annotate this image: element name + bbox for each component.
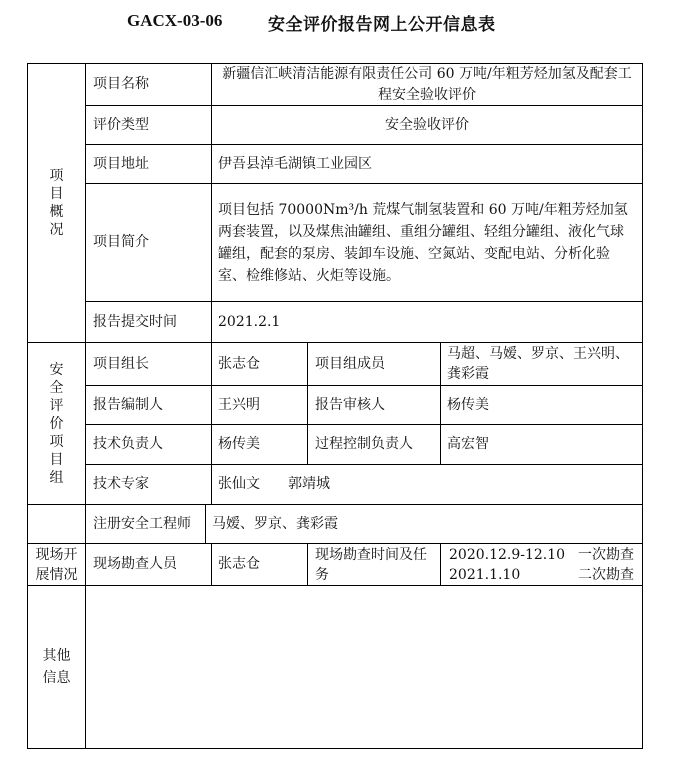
section-overview-label: 项目概况 — [27, 63, 86, 343]
author-value: 王兴明 — [211, 385, 308, 425]
submit-time-value: 2021.2.1 — [211, 301, 643, 343]
survey2-date: 2021.1.10 — [449, 567, 521, 583]
survey1-task: 一次勘查 — [578, 547, 634, 563]
engineer-row-blank — [27, 504, 86, 544]
intro-value: 项目包括 70000Nm³/h 荒煤气制氢装置和 60 万吨/年粗芳烃加氢两套装置，以及煤焦油罐组、重组分罐组、轻组分罐组、液化气球罐组，配套的泵房、装卸车设施、空氮站、变配电站、分析化验室、检维修站、火炬等设施。 — [211, 183, 643, 302]
address-label: 项目地址 — [85, 144, 212, 184]
document-title: 安全评价报告网上公开信息表 — [268, 15, 496, 35]
address-value: 伊吾县淖毛湖镇工业园区 — [211, 144, 643, 184]
members-value: 马超、马嫒、罗京、王兴明、龚彩霞 — [440, 342, 643, 386]
process-lead-label: 过程控制负责人 — [307, 424, 441, 465]
surveyor-value: 张志仓 — [211, 543, 308, 586]
expert-label: 技术专家 — [85, 464, 212, 505]
eval-type-label: 评价类型 — [85, 105, 212, 145]
section-other-label: 其他信息 — [27, 585, 86, 749]
engineer-label: 注册安全工程师 — [85, 504, 206, 544]
eval-type-value: 安全验收评价 — [211, 105, 643, 145]
survey-entry — [449, 545, 634, 565]
leader-value: 张志仓 — [211, 342, 308, 386]
intro-label: 项目简介 — [85, 183, 212, 302]
survey-time-label: 现场勘查时间及任务 — [307, 543, 441, 586]
leader-label: 项目组长 — [85, 342, 212, 386]
tech-lead-label: 技术负责人 — [85, 424, 212, 465]
process-lead-value: 高宏智 — [440, 424, 643, 465]
expert-value: 张仙文 郭靖城 — [211, 464, 643, 505]
author-label: 报告编制人 — [85, 385, 212, 425]
section-site-label: 现场开展情况 — [27, 543, 86, 586]
submit-time-label: 报告提交时间 — [85, 301, 212, 343]
document-header — [0, 8, 681, 36]
tech-lead-value: 杨传美 — [211, 424, 308, 465]
other-info-value — [85, 585, 643, 749]
project-name-label: 项目名称 — [85, 63, 212, 106]
reviewer-value: 杨传美 — [440, 385, 643, 425]
survey2-task: 二次勘查 — [578, 567, 634, 583]
survey-schedule — [440, 543, 643, 586]
survey1-date: 2020.12.9-12.10 — [449, 547, 566, 563]
project-name-value: 新疆信汇峡清洁能源有限责任公司 60 万吨/年粗芳烃加氢及配套工程安全验收评价 — [211, 63, 643, 106]
members-label: 项目组成员 — [307, 342, 441, 386]
reviewer-label: 报告审核人 — [307, 385, 441, 425]
engineer-value: 马嫒、罗京、龚彩霞 — [205, 504, 643, 544]
section-team-label: 安全评价项目组 — [27, 342, 86, 505]
survey-entry — [449, 565, 634, 585]
document-code: GACX-03-06 — [127, 11, 223, 30]
surveyor-label: 现场勘查人员 — [85, 543, 212, 586]
